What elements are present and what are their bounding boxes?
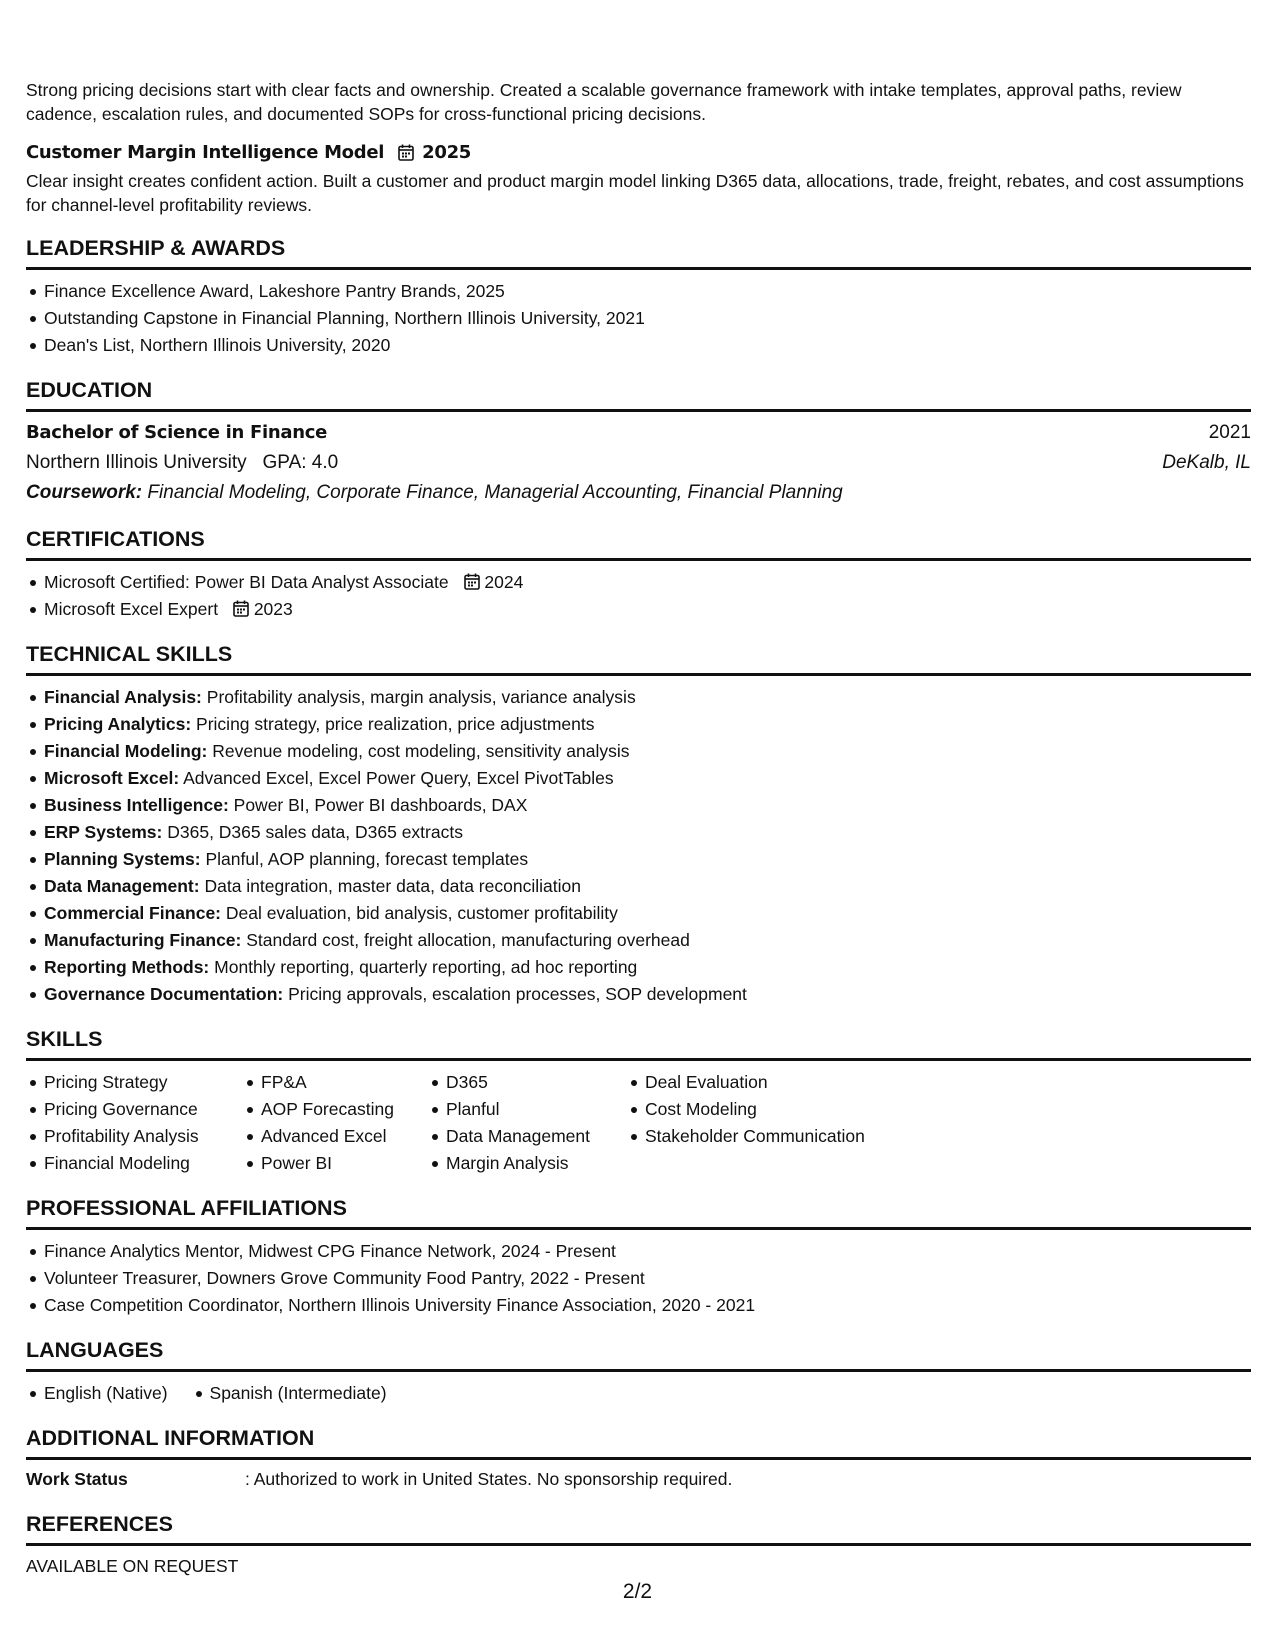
page-number: 2/2	[622, 1580, 653, 1603]
list-item	[44, 792, 1251, 819]
list-item: Finance Analytics Mentor, Midwest CPG Finance Network, 2024 - Present	[44, 1238, 1251, 1265]
list-item	[44, 596, 1251, 623]
skill-item: Planful	[446, 1096, 627, 1123]
school-name: Northern Illinois University	[26, 452, 247, 473]
list-item	[44, 954, 1251, 981]
calendar-icon	[398, 144, 414, 161]
skill-category: Financial Analysis:	[44, 687, 202, 707]
skill-values: Planful, AOP planning, forecast templates	[205, 849, 529, 869]
skill-category: Manufacturing Finance:	[44, 930, 242, 950]
list-item	[44, 711, 1251, 738]
skill-category: Commercial Finance:	[44, 903, 221, 923]
skill-item: Financial Modeling	[44, 1150, 243, 1177]
section-heading-technical-skills: TECHNICAL SKILLS	[26, 641, 1251, 676]
skills-grid	[26, 1069, 1251, 1177]
skill-item: Pricing Governance	[44, 1096, 243, 1123]
list-item	[44, 927, 1251, 954]
section-heading-education: EDUCATION	[26, 377, 1251, 412]
skill-values: Power BI, Power BI dashboards, DAX	[233, 795, 528, 815]
skill-item: Cost Modeling	[645, 1096, 865, 1123]
list-item	[44, 819, 1251, 846]
graduation-year: 2021	[1208, 422, 1251, 443]
list-item: Volunteer Treasurer, Downers Grove Community Food Pantry, 2022 - Present	[44, 1265, 1251, 1292]
project-description: Strong pricing decisions start with clear facts and ownership. Created a scalable governance framework with intake templates, approval paths, review cadence, escalation rules, and documented SOPs for cross-functional pricing decisions.	[26, 80, 1182, 124]
references-text: AVAILABLE ON REQUEST	[26, 1556, 239, 1576]
certification-name: Microsoft Excel Expert	[44, 599, 219, 619]
skill-category: Governance Documentation:	[44, 984, 284, 1004]
skill-item: Pricing Strategy	[44, 1069, 243, 1096]
skill-item: Data Management	[446, 1123, 627, 1150]
section-heading-languages: LANGUAGES	[26, 1337, 1251, 1372]
skill-values: Revenue modeling, cost modeling, sensitivity analysis	[212, 741, 630, 761]
skill-values: Pricing strategy, price realization, price adjustments	[196, 714, 595, 734]
skill-values: Deal evaluation, bid analysis, customer profitability	[225, 903, 618, 923]
skill-item: FP&A	[261, 1069, 428, 1096]
calendar-icon	[464, 573, 480, 590]
skill-item: Power BI	[261, 1150, 428, 1177]
skills-column	[26, 1069, 243, 1177]
coursework	[26, 478, 1251, 508]
skill-category: Business Intelligence:	[44, 795, 229, 815]
list-item	[44, 981, 1251, 1008]
work-status-row	[26, 1466, 1251, 1493]
languages-list	[26, 1380, 1251, 1407]
project-year: 2025	[422, 142, 472, 163]
skill-item: Margin Analysis	[446, 1150, 627, 1177]
skill-values: Profitability analysis, margin analysis, variance analysis	[206, 687, 636, 707]
list-item: Case Competition Coordinator, Northern Illinois University Finance Association, 2020 - 2021	[44, 1292, 1251, 1319]
certification-year: 2024	[484, 572, 524, 592]
education-degree-row	[26, 418, 1251, 448]
skills-column	[243, 1069, 428, 1177]
skill-category: Planning Systems:	[44, 849, 201, 869]
skill-category: Financial Modeling:	[44, 741, 208, 761]
list-item	[44, 569, 1251, 596]
skill-item: AOP Forecasting	[261, 1096, 428, 1123]
skill-values: D365, D365 sales data, D365 extracts	[167, 822, 463, 842]
certifications-list	[26, 569, 1251, 623]
skill-item: Deal Evaluation	[645, 1069, 865, 1096]
section-heading-affiliations: PROFESSIONAL AFFILIATIONS	[26, 1195, 1251, 1230]
list-item: Dean's List, Northern Illinois University, 2020	[44, 332, 1251, 359]
list-item	[44, 846, 1251, 873]
leadership-list	[26, 278, 1251, 359]
project-title: Customer Margin Intelligence Model	[26, 142, 385, 163]
skill-category: Pricing Analytics:	[44, 714, 192, 734]
skill-values: Monthly reporting, quarterly reporting, ad hoc reporting	[214, 957, 638, 977]
work-status-label: Work Status	[26, 1469, 128, 1489]
skill-item: Advanced Excel	[261, 1123, 428, 1150]
school-location: DeKalb, IL	[1162, 452, 1251, 473]
skill-category: ERP Systems:	[44, 822, 163, 842]
list-item: Outstanding Capstone in Financial Planning, Northern Illinois University, 2021	[44, 305, 1251, 332]
skill-category: Microsoft Excel:	[44, 768, 180, 788]
degree-title: Bachelor of Science in Finance	[26, 422, 328, 443]
project-title-row	[26, 142, 1251, 163]
resume-page	[26, 78, 1251, 1578]
language-item: English (Native)	[26, 1380, 168, 1407]
list-item	[44, 765, 1251, 792]
skill-values: Standard cost, freight allocation, manufacturing overhead	[246, 930, 690, 950]
skill-category: Data Management:	[44, 876, 200, 896]
list-item	[44, 684, 1251, 711]
skills-column	[428, 1069, 627, 1177]
section-heading-references: REFERENCES	[26, 1511, 1251, 1546]
list-item	[44, 738, 1251, 765]
section-heading-additional-info: ADDITIONAL INFORMATION	[26, 1425, 1251, 1460]
affiliations-list	[26, 1238, 1251, 1319]
education-school-row	[26, 448, 1251, 478]
project-description: Clear insight creates confident action. Built a customer and product margin model linking D365 data, allocations, trade, freight, rebates, and cost assumptions for channel-level profitability reviews.	[26, 171, 1244, 215]
coursework-list: Financial Modeling, Corporate Finance, Managerial Accounting, Financial Planning	[147, 482, 843, 503]
skills-column	[627, 1069, 865, 1177]
skill-values: Data integration, master data, data reconciliation	[204, 876, 581, 896]
language-item: Spanish (Intermediate)	[192, 1380, 387, 1407]
list-item	[44, 900, 1251, 927]
gpa: GPA: 4.0	[262, 452, 339, 473]
section-heading-certifications: CERTIFICATIONS	[26, 526, 1251, 561]
skill-category: Reporting Methods:	[44, 957, 210, 977]
skill-values: Advanced Excel, Excel Power Query, Excel PivotTables	[183, 768, 614, 788]
skill-item: Stakeholder Communication	[645, 1123, 865, 1150]
work-status-value: : Authorized to work in United States. No sponsorship required.	[245, 1469, 733, 1489]
section-heading-skills: SKILLS	[26, 1026, 1251, 1061]
section-heading-leadership: LEADERSHIP & AWARDS	[26, 235, 1251, 270]
skill-values: Pricing approvals, escalation processes, SOP development	[288, 984, 747, 1004]
skill-item: D365	[446, 1069, 627, 1096]
certification-year: 2023	[253, 599, 293, 619]
skill-item: Profitability Analysis	[44, 1123, 243, 1150]
calendar-icon	[233, 600, 249, 617]
list-item: Finance Excellence Award, Lakeshore Pantry Brands, 2025	[44, 278, 1251, 305]
list-item	[44, 873, 1251, 900]
technical-skills-list	[26, 684, 1251, 1008]
coursework-label: Coursework:	[26, 482, 143, 503]
certification-name: Microsoft Certified: Power BI Data Analyst Associate	[44, 572, 449, 592]
